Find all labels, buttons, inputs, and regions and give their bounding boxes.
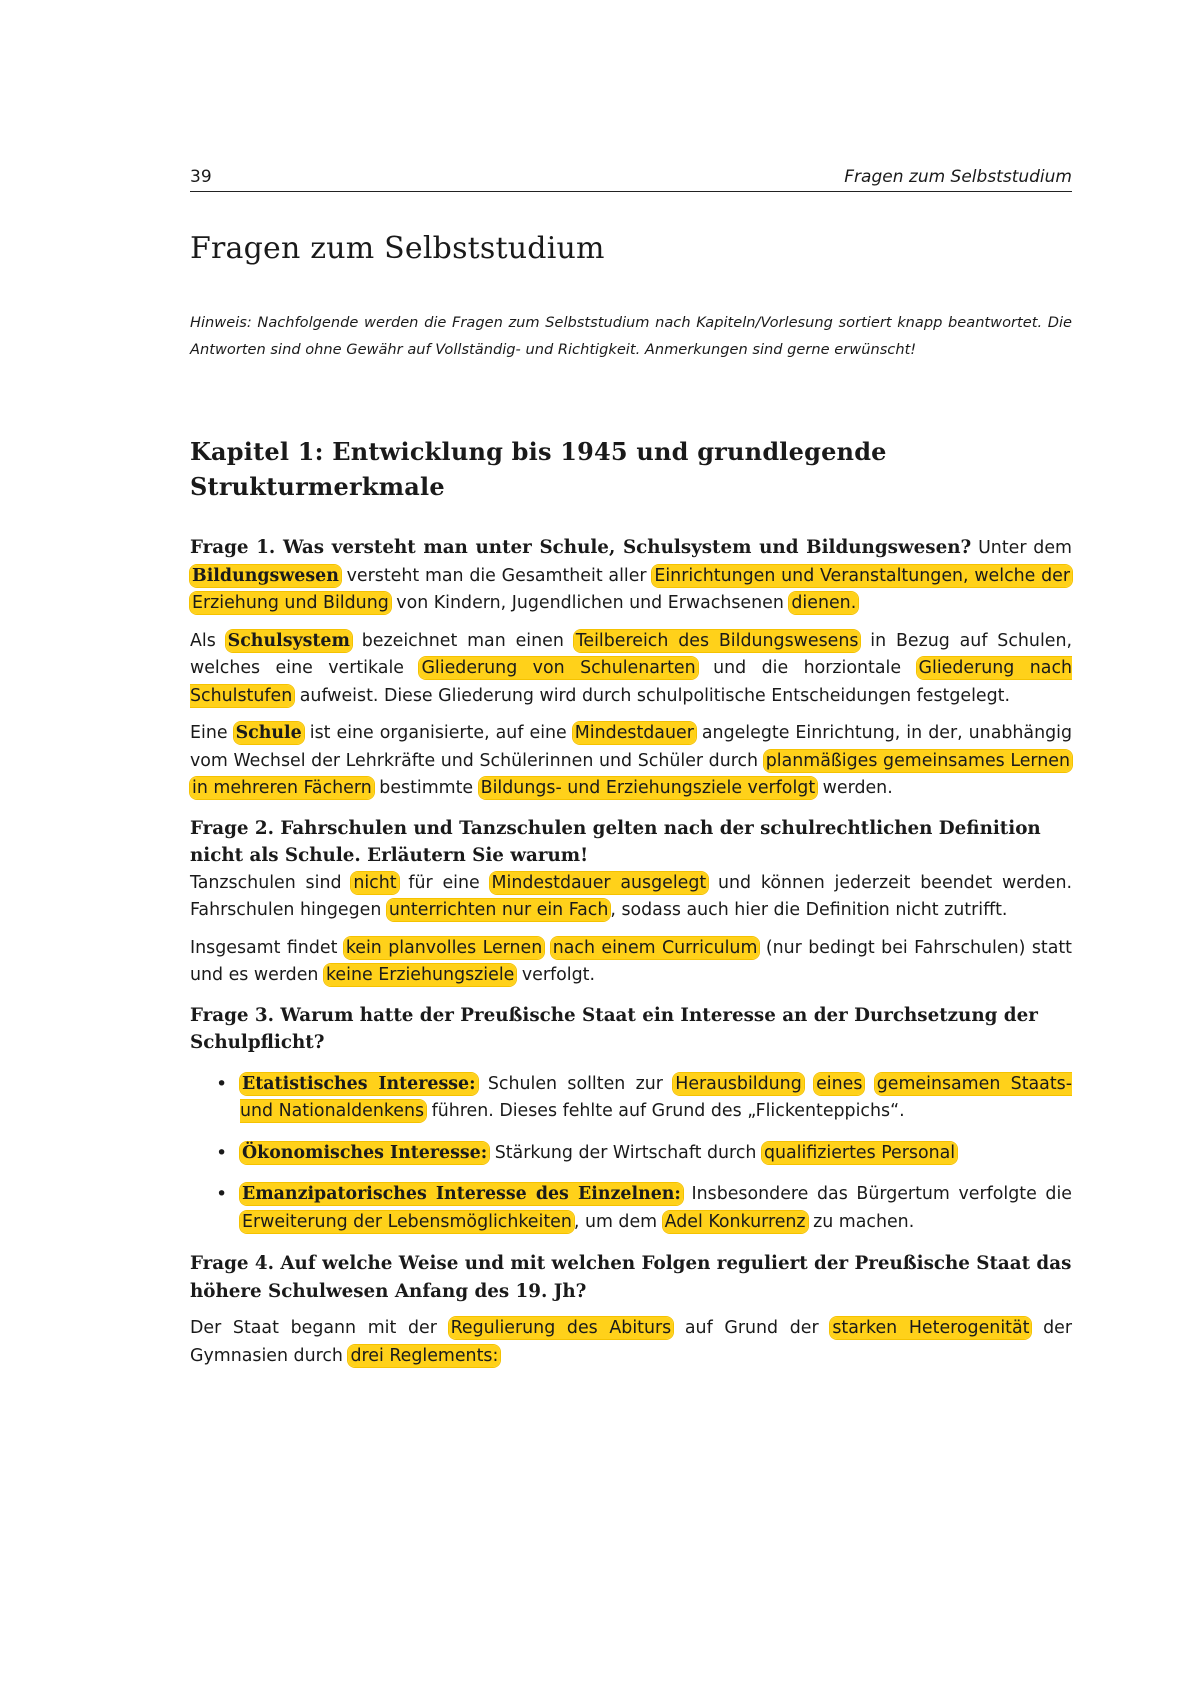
- text: führen. Dieses fehlte auf Grund des „Flickenteppichs“.: [431, 1101, 905, 1121]
- text: auf Grund der: [684, 1318, 819, 1338]
- text: und können jederzeit beendet werden. Fahrschulen hingegen: [190, 872, 1073, 920]
- question-4: [190, 1250, 1072, 1370]
- text: bezeichnet man einen: [361, 630, 564, 651]
- q1-paragraph-1: [190, 534, 1072, 618]
- q1-title: Frage 1. Was versteht man unter Schule, Schulsystem und Bildungswesen?: [190, 537, 972, 558]
- highlight: Emanzipatorisches Interesse des Einzelnen:: [242, 1184, 681, 1204]
- text: der Gymnasien durch: [190, 1318, 1073, 1366]
- text: zu machen.: [813, 1211, 915, 1232]
- list-item: [240, 1140, 1072, 1168]
- question-3: [190, 1002, 1072, 1237]
- running-header: [190, 163, 1072, 192]
- highlight: Adel Konkurrenz: [664, 1211, 806, 1232]
- highlight: Regulierung des Abiturs: [450, 1318, 672, 1338]
- q3-bullet-list: [190, 1071, 1072, 1237]
- main-content: [190, 434, 1072, 1370]
- text: verfolgt.: [521, 965, 596, 985]
- text: Unter dem: [978, 538, 1072, 558]
- highlight: planmäßiges gemeinsames Lernen: [765, 750, 1070, 771]
- q3-title: Frage 3. Warum hatte der Preußische Staat ein Interesse an der Durchsetzung der Schulpflicht?: [190, 1004, 1038, 1053]
- q1-paragraph-3: [190, 720, 1072, 803]
- highlight: starken Heterogenität: [832, 1318, 1030, 1338]
- text: bestimmte: [379, 778, 474, 798]
- highlight: qualifiziertes Personal: [763, 1142, 956, 1163]
- q4-paragraph-1: [190, 1315, 1072, 1370]
- highlight: Erziehung und Bildung: [192, 593, 389, 613]
- highlight: Teilbereich des Bildungswesens: [575, 630, 859, 651]
- highlight: Erweiterung der Lebensmöglichkeiten: [242, 1211, 572, 1232]
- highlight: unterrichten nur ein Fach: [388, 900, 609, 920]
- list-item: [240, 1071, 1072, 1126]
- highlight: Herausbildung: [675, 1073, 802, 1094]
- highlight: kein planvolles Lernen: [345, 937, 543, 958]
- text: ist eine organisierte, auf eine: [309, 723, 567, 743]
- text: Tanzschulen sind: [190, 872, 342, 893]
- text: versteht man die Gesamtheit aller: [346, 565, 647, 586]
- text: Schulen sollten zur: [487, 1073, 663, 1094]
- text: Insbesondere das Bürgertum verfolgte die: [691, 1184, 1072, 1204]
- text: (nur bedingt bei Fahrschulen) statt und es werden: [190, 937, 1072, 985]
- highlight: eines: [816, 1073, 863, 1094]
- text: Eine: [190, 723, 228, 743]
- question-1: [190, 534, 1072, 803]
- q2-paragraph-1: [190, 870, 1072, 925]
- text: in Bezug auf Schulen, welches eine vertikale: [190, 630, 1073, 678]
- highlight: Etatistisches Interesse:: [242, 1073, 476, 1094]
- highlight: nicht: [353, 872, 397, 893]
- note-paragraph: Hinweis: Nachfolgende werden die Fragen zum Selbststudium nach Kapiteln/Vorlesung sortiert knapp beantwortet. Die Antworten sind ohne Gewähr auf Vollständig- und Richtigkeit. Anmerkungen sind gerne erwünscht!: [190, 314, 1072, 358]
- text: Der Staat begann mit der: [190, 1318, 437, 1338]
- q2-paragraph-2: [190, 935, 1072, 990]
- q1-paragraph-2: [190, 628, 1072, 711]
- highlight: Bildungs- und Erziehungsziele verfolgt: [480, 778, 816, 798]
- highlight: Schule: [235, 723, 302, 743]
- list-item: [240, 1181, 1072, 1236]
- running-title: Fragen zum Selbststudium: [844, 167, 1072, 187]
- highlight: dienen.: [791, 593, 857, 613]
- text: , sodass auch hier die Definition nicht zutrifft.: [610, 900, 1008, 920]
- highlight: Mindestdauer ausgelegt: [491, 872, 707, 893]
- chapter-heading: Kapitel 1: Entwicklung bis 1945 und grundlegende Strukturmerkmale: [190, 437, 887, 501]
- highlight: Bildungswesen: [192, 565, 339, 586]
- text: angelegte Einrichtung, in der, unabhängig vom Wechsel der Lehrkräfte und Schülerinnen und Schüler durch: [190, 723, 1073, 771]
- highlight: Ökonomisches Interesse:: [242, 1142, 488, 1163]
- text: aufweist. Diese Gliederung wird durch schulpolitische Entscheidungen festgelegt.: [299, 685, 1010, 706]
- text: , um dem: [573, 1211, 658, 1232]
- highlight: Gliederung nach Schulstufen: [190, 658, 1073, 706]
- text: für eine: [408, 872, 480, 893]
- text: Stärkung der Wirtschaft durch: [494, 1142, 757, 1163]
- highlight: drei Reglements:: [350, 1345, 499, 1366]
- page-number: 39: [190, 167, 212, 187]
- text: und die horziontale: [713, 658, 902, 678]
- page-title: Fragen zum Selbststudium: [190, 231, 605, 266]
- highlight: Mindestdauer: [574, 723, 694, 743]
- highlight: keine Erziehungsziele: [325, 965, 515, 985]
- question-2: [190, 815, 1072, 990]
- highlight: Schulsystem: [227, 630, 350, 651]
- highlight: nach einem Curriculum: [552, 937, 758, 958]
- highlight: gemeinsamen Staats- und Nationaldenkens: [240, 1073, 1072, 1121]
- q2-title: Frage 2. Fahrschulen und Tanzschulen gelten nach der schulrechtlichen Definition nicht als Schule. Erläutern Sie warum!: [190, 817, 1041, 866]
- text: werden.: [822, 778, 893, 798]
- highlight: Gliederung von Schulenarten: [421, 658, 696, 678]
- highlight: Einrichtungen und Veranstaltungen, welche der: [654, 565, 1071, 586]
- text: Insgesamt findet: [190, 937, 338, 958]
- text: von Kindern, Jugendlichen und Erwachsenen: [396, 593, 784, 613]
- text: Als: [190, 630, 216, 651]
- q4-title: Frage 4. Auf welche Weise und mit welchen Folgen reguliert der Preußische Staat das höhere Schulwesen Anfang des 19. Jh?: [190, 1253, 1072, 1302]
- highlight: in mehreren Fächern: [192, 778, 372, 798]
